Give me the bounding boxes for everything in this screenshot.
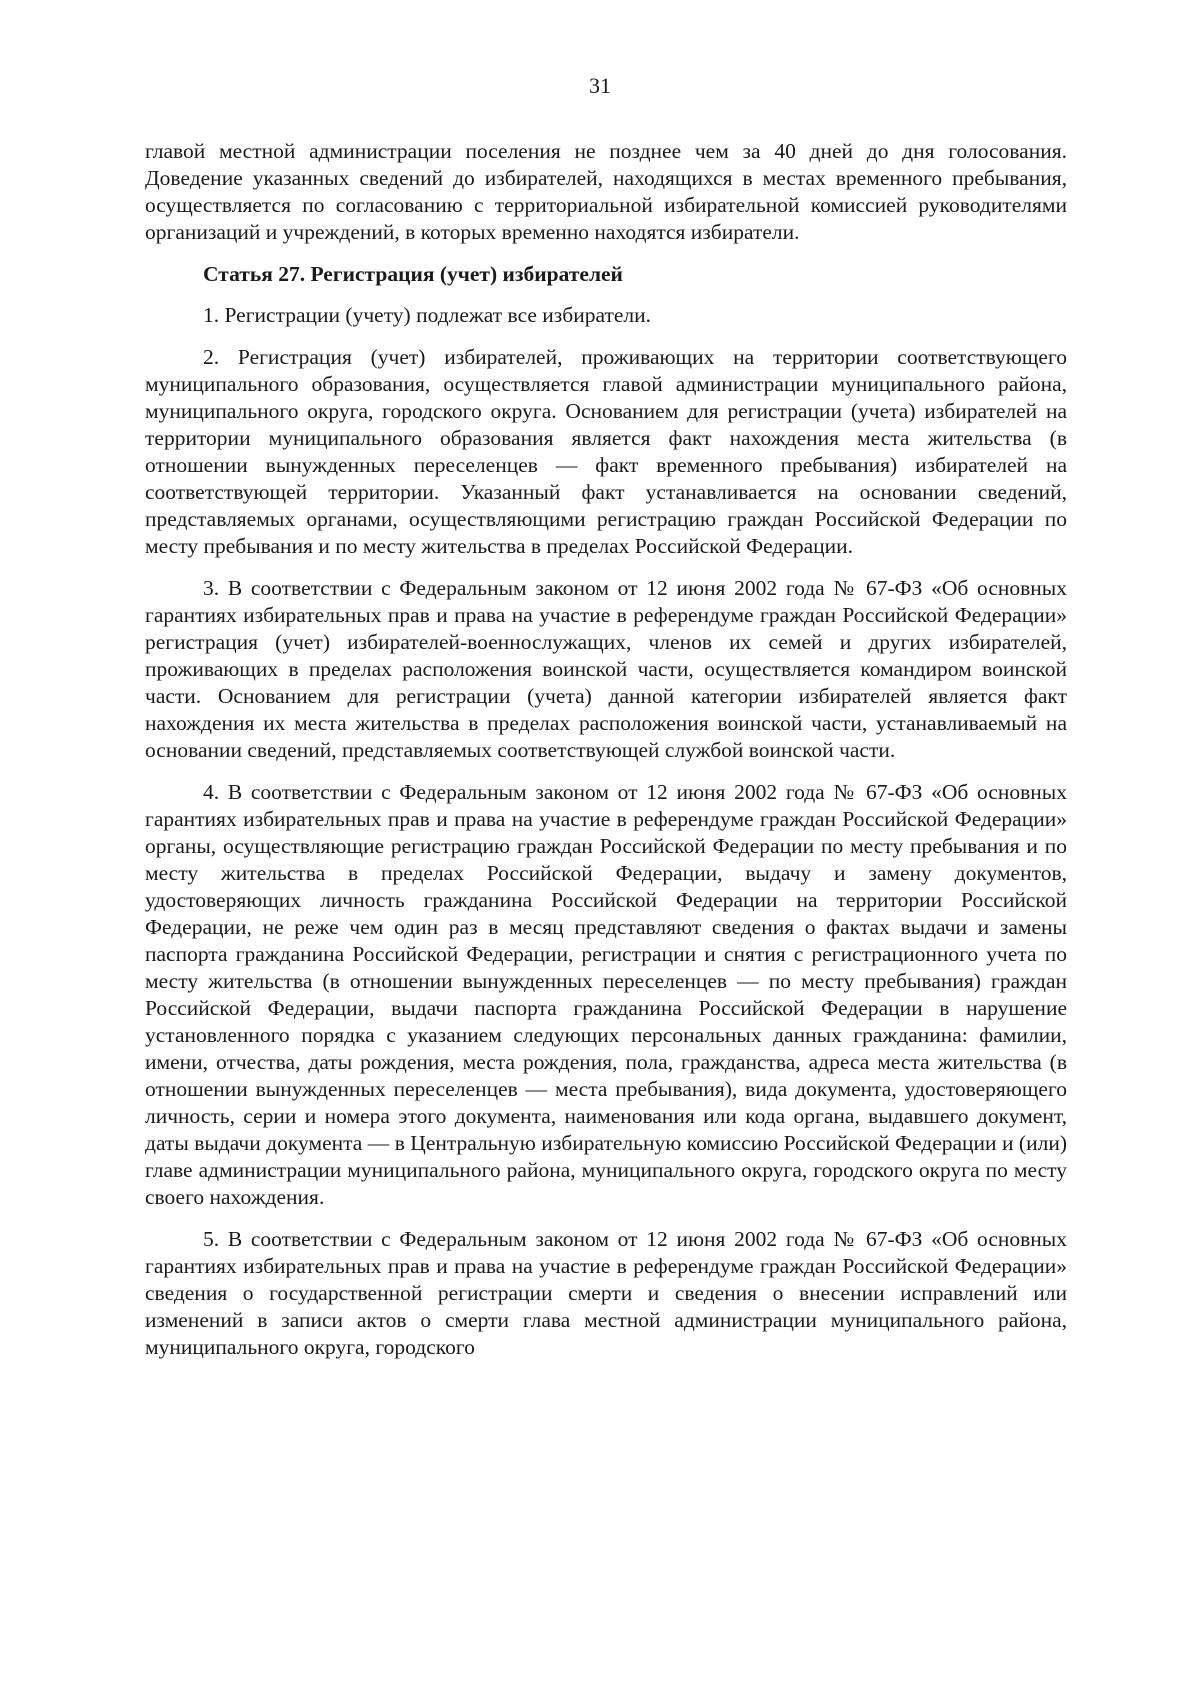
page-number: 31	[589, 73, 611, 98]
intro-paragraph: главой местной администрации поселения не позднее чем за 40 дней до дня голосования. Доведение указанных сведений до избирателей, находящихся в местах временного пребывания, осуществляется по согласованию с территориальной избирательной комиссией руководителями организаций и учреждений, в которых временно находятся избиратели.	[145, 139, 1067, 244]
document-body	[145, 138, 1067, 1376]
article-paragraph-3: 3. В соответствии с Федеральным законом от 12 июня 2002 года № 67-ФЗ «Об основных гарантиях избирательных прав и права на участие в референдуме граждан Российской Федерации» регистрация (учет) избирателей-военнослужащих, членов их семей и других избирателей, проживающих в пределах расположения воинской части, осуществляется командиром воинской части. Основанием для регистрации (учета) данной категории избирателей является факт нахождения их места жительства в пределах расположения воинской части, устанавливаемый на основании сведений, представляемых соответствующей службой воинской части.	[145, 576, 1067, 762]
article-heading: Статья 27. Регистрация (учет) избирателей	[203, 262, 623, 286]
article-paragraph-5: 5. В соответствии с Федеральным законом от 12 июня 2002 года № 67-ФЗ «Об основных гарантиях избирательных прав и права на участие в референдуме граждан Российской Федерации» сведения о государственной регистрации смерти и сведения о внесении исправлений или изменений в записи актов о смерти глава местной администрации муниципального района, муниципального округа, городского	[145, 1227, 1067, 1359]
article-paragraph-1: 1. Регистрации (учету) подлежат все избиратели.	[203, 303, 652, 327]
article-paragraph-4: 4. В соответствии с Федеральным законом от 12 июня 2002 года № 67-ФЗ «Об основных гарантиях избирательных прав и права на участие в референдуме граждан Российской Федерации» органы, осуществляющие регистрацию граждан Российской Федерации по месту пребывания и по месту жительства в пределах Российской Федерации, выдачу и замену документов, удостоверяющих личность гражданина Российской Федерации на территории Российской Федерации, не реже чем один раз в месяц представляют сведения о фактах выдачи и замены паспорта гражданина Российской Федерации, регистрации и снятия с регистрационного учета по месту жительства (в отношении вынужденных переселенцев — по месту пребывания) граждан Российской Федерации, выдачи паспорта гражданина Российской Федерации в нарушение установленного порядка с указанием следующих персональных данных гражданина: фамилии, имени, отчества, даты рождения, места рождения, пола, гражданства, адреса места жительства (в отношении вынужденных переселенцев — места пребывания), вида документа, удостоверяющего личность, серии и номера этого документа, наименования или кода органа, выдавшего документ, даты выдачи документа — в Центральную избирательную комиссию Российской Федерации и (или) главе администрации муниципального района, муниципального округа, городского округа по месту своего нахождения.	[145, 780, 1067, 1209]
article-paragraph-2: 2. Регистрация (учет) избирателей, проживающих на территории соответствующего муниципального образования, осуществляется главой администрации муниципального района, муниципального округа, городского округа. Основанием для регистрации (учета) избирателей на территории муниципального образования является факт нахождения места жительства (в отношении вынужденных переселенцев — факт временного пребывания) избирателей на соответствующей территории. Указанный факт устанавливается на основании сведений, представляемых органами, осуществляющими регистрацию граждан Российской Федерации по месту пребывания и по месту жительства в пределах Российской Федерации.	[145, 345, 1067, 558]
